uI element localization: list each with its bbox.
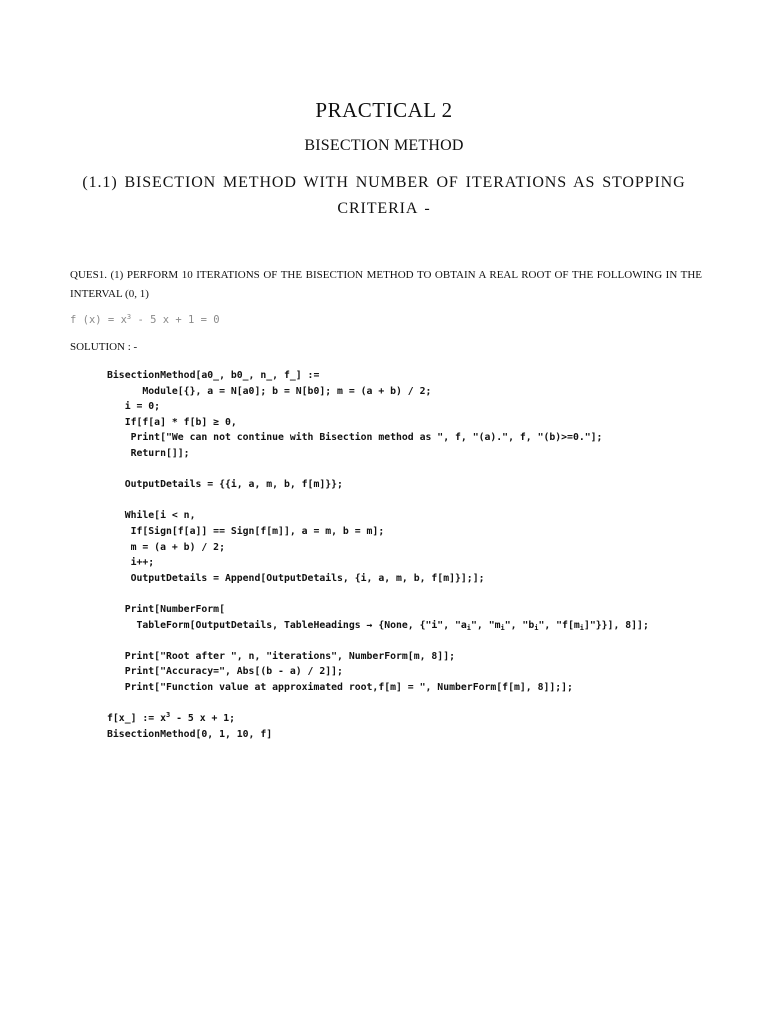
- code-fragment: ", "m: [471, 619, 501, 631]
- page-subtitle: BISECTION METHOD: [304, 137, 464, 154]
- code-line: If[Sign[f[a]] == Sign[f[m]], a = m, b = m];: [107, 525, 385, 537]
- code-line: While[i < n,: [107, 510, 196, 522]
- code-fragment: f[x_] := x: [107, 713, 166, 725]
- code-line: Module[{}, a = N[a0]; b = N[b0]; m = (a + b) / 2;: [107, 385, 432, 397]
- code-fragment: ]"}}], 8]];: [583, 619, 649, 631]
- formula-prefix: f (x) = x: [70, 314, 127, 326]
- formula-exponent: 3: [126, 313, 132, 321]
- code-line: Print[NumberForm[: [107, 603, 225, 615]
- code-line: BisectionMethod[0, 1, 10, f]: [107, 728, 273, 740]
- code-blank-line: [70, 695, 649, 711]
- code-line-function-def: [70, 711, 649, 727]
- code-line: m = (a + b) / 2;: [107, 541, 225, 553]
- code-blank-line: [70, 462, 649, 478]
- code-fragment: TableForm[OutputDetails, TableHeadings → {None, {"i", "a: [107, 619, 467, 631]
- code-subscript: i: [500, 623, 505, 632]
- code-line: i++;: [107, 557, 155, 569]
- code-subscript: i: [579, 623, 584, 632]
- code-subscript: i: [466, 623, 472, 632]
- code-fragment: - 5 x + 1;: [170, 713, 236, 725]
- code-line-table-headings: [70, 618, 649, 634]
- formula-suffix: - 5 x + 1 = 0: [131, 314, 220, 326]
- code-line: Return[]];: [107, 447, 190, 459]
- code-fragment: ", "f[m: [538, 619, 580, 631]
- code-blank-line: [70, 633, 649, 649]
- section-heading: (1.1) BISECTION METHOD WITH NUMBER OF ITERATIONS AS STOPPING CRITERIA -: [82, 174, 686, 217]
- code-line: BisectionMethod[a0_, b0_, n_, f_] :=: [107, 370, 320, 381]
- code-line: OutputDetails = {{i, a, m, b, f[m]}};: [107, 479, 343, 491]
- question-text: QUES1. (1) PERFORM 10 ITERATIONS OF THE BISECTION METHOD TO OBTAIN A REAL ROOT OF THE FOLLOWING IN THE INTERVAL (0, 1): [70, 269, 702, 300]
- page-title: PRACTICAL 2: [315, 98, 453, 122]
- code-line: Print["Root after ", n, "iterations", NumberForm[m, 8]];: [107, 650, 455, 662]
- code-line: i = 0;: [107, 401, 161, 413]
- code-exponent: 3: [165, 711, 171, 720]
- code-fragment: ", "b: [504, 619, 535, 631]
- code-line: Print["Function value at approximated root,f[m] = ", NumberForm[f[m], 8]];];: [107, 681, 573, 693]
- code-line: If[f[a] * f[b] ≥ 0,: [107, 416, 237, 428]
- code-line: OutputDetails = Append[OutputDetails, {i, a, m, b, f[m]}];];: [107, 572, 485, 584]
- code-line: Print["Accuracy=", Abs[(b - a) / 2]];: [107, 666, 343, 678]
- code-blank-line: [70, 493, 649, 509]
- code-line: Print["We can not continue with Bisection method as ", f, "(a).", f, "(b)>=0."];: [107, 432, 603, 444]
- solution-label: SOLUTION : -: [70, 341, 138, 353]
- code-subscript: i: [534, 623, 539, 632]
- code-block: [70, 368, 649, 742]
- function-formula: [70, 313, 220, 326]
- code-blank-line: [70, 586, 649, 602]
